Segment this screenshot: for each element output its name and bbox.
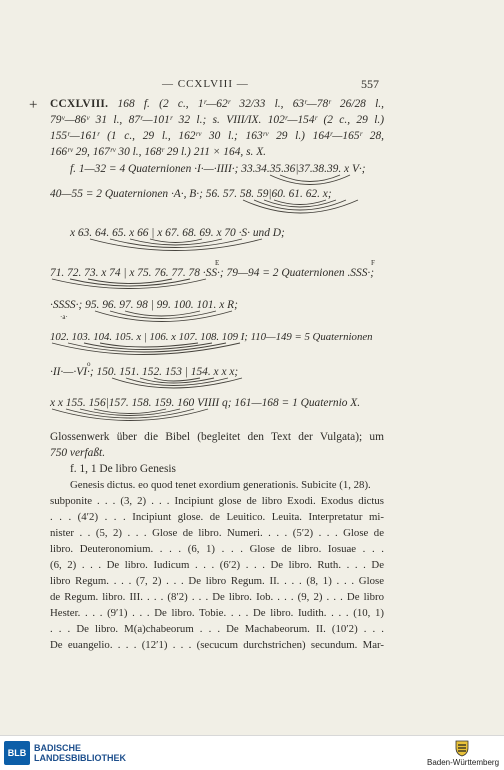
body-line-5: libro. Deuteronomium. . . . (6, 1) . . . Glose de libro. Iosuae . . . <box>50 543 384 555</box>
entry-number: CCXLVIII. <box>50 98 109 110</box>
section-heading: f. 1, 1 De libro Genesis <box>70 463 176 475</box>
collation-line-2: 40—55 = 2 Quaternionen ·A·, B·; 56. 57. 58. 59|60. 61. 62. x; <box>50 188 332 200</box>
page-number: 557 <box>361 77 379 91</box>
arc <box>95 311 232 322</box>
state-crest-icon <box>453 739 471 757</box>
body-line-9: Hester. . . . (9ʹ1) . . . De libro. Tobie. . . . De libro. Iudith. . . . (10, 1) <box>50 607 384 619</box>
arc <box>110 311 216 319</box>
description-line-2: 750 verfaßt. <box>50 447 106 459</box>
arc <box>130 239 222 245</box>
entry-line-1-text: 168 f. (2 c., 1ʳ—62ʳ 32/33 l., 63ʳ—78ʳ 26/28 l., <box>108 98 384 110</box>
collation-line-1: f. 1—32 = 4 Quaternionen ·I·—·IIII·; 33.34.35.36|37.38.39. x V·; <box>70 163 366 175</box>
arc <box>84 343 212 350</box>
superscript-o: o <box>87 360 91 368</box>
arc <box>254 200 346 210</box>
collation-line-5: ·SSSS·; 95. 96. 97. 98 | 99. 100. 101. x R; <box>50 299 238 311</box>
arc <box>94 409 166 414</box>
arc <box>264 200 336 207</box>
arc <box>100 343 198 347</box>
margin-plus-mark: + <box>29 97 38 113</box>
body-line-10: . . . De libro. M(a)chabeorum . . . De Machabeorum. II. (10ʹ2) . . . <box>50 623 384 635</box>
arc <box>52 409 208 421</box>
arc <box>68 343 226 352</box>
state-name: Baden-Württemberg <box>427 758 500 767</box>
entry-line-2: 79ᵛ—86ᵛ 31 l., 87ʳ—101ʳ 32 l.; s. VIII/IX. 102ʳ—154ʳ (2 c., 29 l.) <box>50 114 384 126</box>
running-head: — CCXLVIII — <box>162 78 249 90</box>
subscript-mark: ·a· <box>60 313 68 321</box>
superscript-f: F <box>371 259 375 267</box>
arc <box>80 409 180 416</box>
arc <box>88 279 172 284</box>
description-line-1 <box>50 431 384 443</box>
arc <box>52 279 206 289</box>
collation-line-3: x 63. 64. 65. x 66 | x 67. 68. 69. x 70 ·S· und D; <box>70 227 285 239</box>
arc <box>125 311 200 316</box>
arc <box>112 378 242 388</box>
entry-line-1 <box>50 98 384 110</box>
arc <box>66 409 194 418</box>
collation-line-7: ·II·—·VI·; 150. 151. 152. 153 | 154. x x x; <box>50 366 239 378</box>
body-line-6: (6, 2) . . . De libro. Iudicum . . . (6ʹ2) . . . De libro. Ruth. . . . De <box>50 559 384 571</box>
body-line-1: Genesis dictus. eo quod tenet exordium generationis. Subicite (1, 28). <box>70 479 371 491</box>
arc <box>154 378 200 381</box>
description-text: Glossenwerk über die Bibel (begleitet den Text der Vulgata); um <box>50 431 384 443</box>
arc <box>126 378 228 386</box>
entry-line-4: 166ʳᵛ 29, 167ʳᵛ 30 l., 168ʳ 29 l.) 211 × 164, s. X. <box>50 146 267 158</box>
body-line-2: subponite . . . (3, 2) . . . Incipiunt glose de libro Exodi. Exodus dictus <box>50 495 384 507</box>
body-line-7: libro Regum. . . . (7, 2) . . . De libro Regum. II. . . . (8, 1) . . . Glose <box>50 575 384 587</box>
arc <box>280 175 340 182</box>
arc <box>150 239 202 243</box>
arc <box>90 239 262 251</box>
arc <box>270 175 350 185</box>
arc <box>140 378 214 383</box>
body-line-3: . . . (4ʹ2) . . . Incipiunt glose. de Leuitico. Leuita. Interpretatur mi- <box>50 511 384 523</box>
superscript-e: E <box>215 259 220 267</box>
collation-line-8: x x 155. 156|157. 158. 159. 160 VIIII q; 161—168 = 1 Quaternio X. <box>50 397 361 409</box>
arc <box>243 200 358 213</box>
collation-line-4: 71. 72. 73. x 74 | x 75. 76. 77. 78 ·SS·; 79—94 = 2 Quaternionen .SSS·; <box>50 267 375 279</box>
library-name[interactable] <box>34 743 126 763</box>
blb-logo[interactable]: BLB <box>4 741 30 765</box>
arc <box>274 200 326 205</box>
collation-line-6: 102. 103. 104. 105. x | 106. x 107. 108. 109 I; 110—149 = 5 Quaternionen <box>50 331 373 343</box>
arc <box>52 343 240 355</box>
body-line-8: de Regum. libro. III. . . . (8ʹ2) . . . De libro. Iob. . . . (9, 2) . . . De libro <box>50 591 384 603</box>
library-name-line-2: LANDESBIBLIOTHEK <box>34 753 126 763</box>
arc <box>110 239 242 248</box>
entry-line-3: 155ʳ—161ʳ (1 c., 29 l., 162ʳᵛ 30 l.; 163ʳᵛ 29 l.) 164ʳ—165ʳ 28, <box>50 130 384 142</box>
body-line-4: nister . . (5, 2) . . . Glose de libro. Numeri. . . . (5ʹ2) . . . Glose de <box>50 527 384 539</box>
body-line-11: De euangelio. . . . (12ʹ1) . . . (secucum durchstrichen) secundum. Mar- <box>50 639 384 651</box>
library-name-line-1: BADISCHE <box>34 743 82 753</box>
footer-bar <box>0 735 504 770</box>
arc <box>70 279 190 286</box>
